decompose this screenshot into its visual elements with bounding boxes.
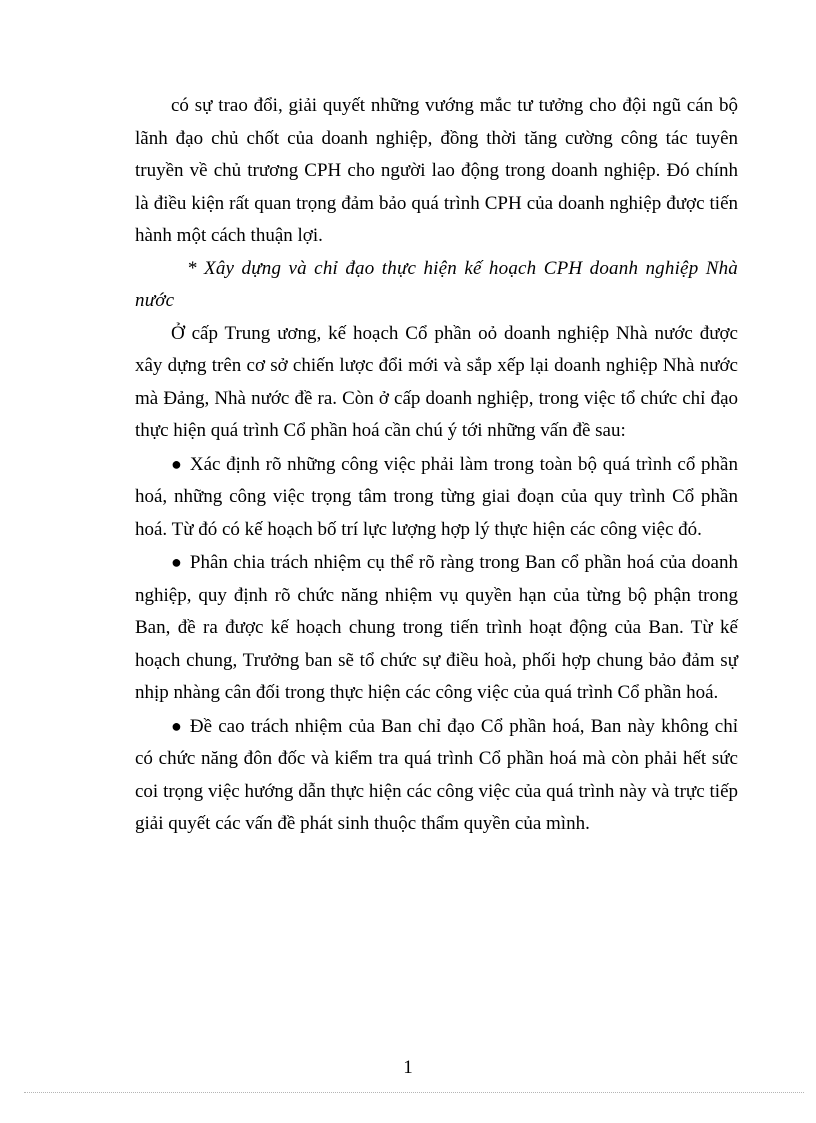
bullet-text: Xác định rõ những công việc phải làm trong toàn bộ quá trình cổ phần hoá, những công việc trọng tâm trong từng giai đoạn của quy trình Cổ phần hoá. Từ đó có kế hoạch bố trí lực lượng hợp lý thực hiện các công việc đó. [135, 453, 738, 540]
section-heading: * Xây dựng và chỉ đạo thực hiện kế hoạch CPH doanh nghiệp Nhà nước [135, 257, 738, 311]
bullet-item-2 [135, 546, 738, 710]
bullet-item-1 [135, 448, 738, 547]
bullet-dot-icon: ● [171, 552, 182, 572]
paragraph-central-level: Ở cấp Trung ương, kế hoạch Cổ phần oỏ doanh nghiệp Nhà nước được xây dựng trên cơ sở chiến lược đổi mới và sắp xếp lại doanh nghiệp Nhà nước mà Đảng, Nhà nước đề ra. Còn ở cấp doanh nghiệp, trong việc tổ chức chỉ đạo thực hiện quá trình Cổ phần hoá cần chú ý tới những vấn đề sau: [135, 322, 738, 441]
bullet-item-3 [135, 710, 738, 841]
paragraph-continuation: có sự trao đổi, giải quyết những vướng mắc tư tưởng cho đội ngũ cán bộ lãnh đạo chủ chốt của doanh nghiệp, đồng thời tăng cường công tác tuyên truyền về chủ trương CPH cho người lao động trong doanh nghiệp. Đó chính là điều kiện rất quan trọng đảm bảo quá trình CPH của doanh nghiệp được tiến hành một cách thuận lợi. [135, 95, 738, 246]
bullet-dot-icon: ● [171, 715, 182, 736]
page-number: 1 [403, 1057, 413, 1078]
bullet-dot-icon: ● [171, 453, 182, 474]
footer-divider [24, 1092, 804, 1093]
bullet-text: Đề cao trách nhiệm của Ban chỉ đạo Cổ phần hoá, Ban này không chỉ có chức năng đôn đốc và kiểm tra quá trình Cổ phần hoá mà còn phải hết sức coi trọng việc hướng dẫn thực hiện các công việc của quá trình này và trực tiếp giải quyết các vấn đề phát sinh thuộc thẩm quyền của mình. [135, 715, 738, 834]
document-body [135, 90, 738, 841]
bullet-text: Phân chia trách nhiệm cụ thể rõ ràng trong Ban cổ phần hoá của doanh nghiệp, quy định rõ chức năng nhiệm vụ quyền hạn của từng bộ phận trong Ban, đề ra được kế hoạch chung trong tiến trình hoạt động của Ban. Từ kế hoạch chung, Trưởng ban sẽ tổ chức sự điều hoà, phối hợp chung bảo đảm sự nhịp nhàng cân đối trong thực hiện các công việc của quá trình Cổ phần hoá. [135, 552, 738, 703]
